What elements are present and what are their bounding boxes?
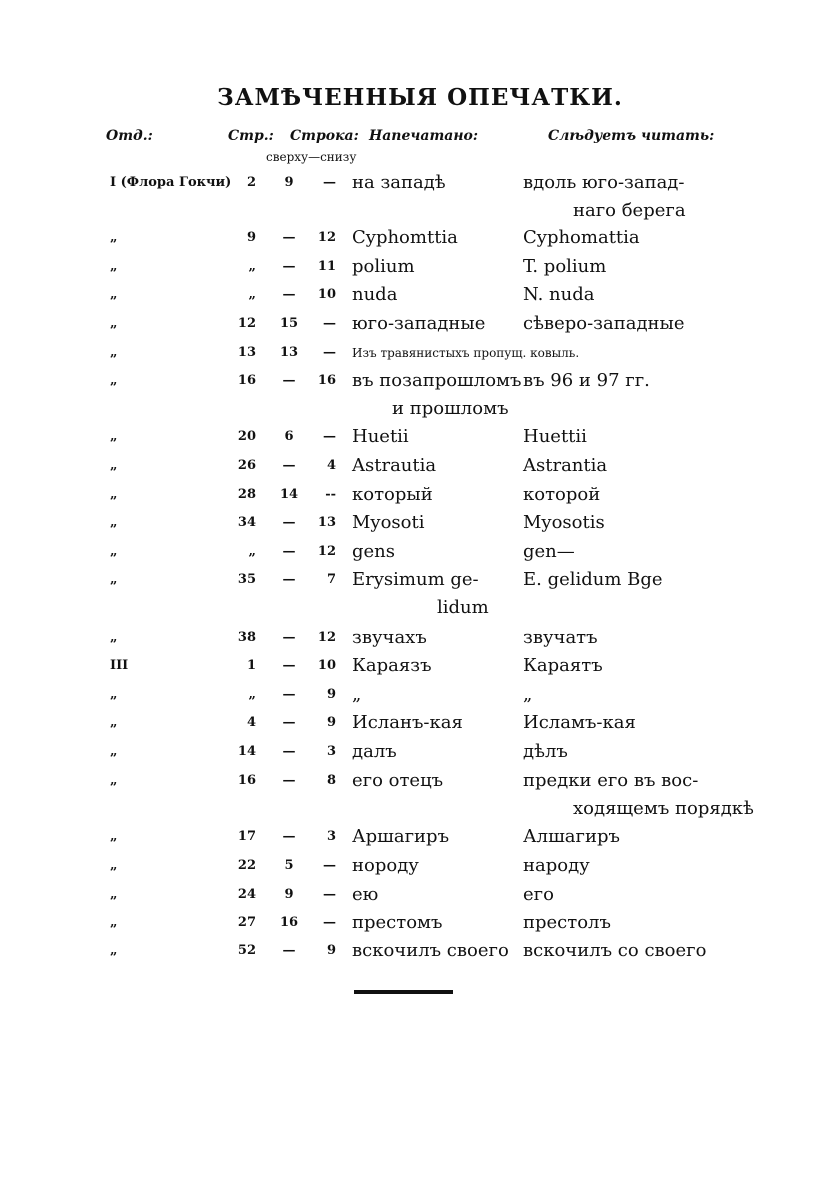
line-from-bottom-cell: 4 — [326, 458, 336, 473]
line-from-top-cell: — — [282, 458, 296, 473]
header-sverhu-snizu: сверху—снизу — [266, 150, 357, 164]
page-cell: 9 — [246, 230, 256, 245]
table-row — [0, 655, 840, 683]
line-from-top-cell: 9 — [284, 887, 294, 902]
page-cell: 34 — [237, 515, 256, 530]
otd-cell: „ — [110, 715, 118, 730]
page-cell: 35 — [237, 572, 256, 587]
line-from-top-cell: — — [282, 658, 296, 673]
otd-cell: „ — [110, 316, 118, 331]
otd-cell: „ — [110, 429, 118, 444]
table-row — [0, 569, 840, 597]
line-from-bottom-cell: 11 — [317, 259, 336, 274]
page-cell: 20 — [237, 429, 256, 444]
line-from-bottom-cell: 9 — [326, 687, 336, 702]
correction-cell: „ — [523, 684, 533, 705]
header-otd: Отд.: — [106, 128, 153, 144]
line-from-top-cell: — — [282, 544, 296, 559]
line-from-top-cell: — — [282, 373, 296, 388]
table-row — [0, 284, 840, 312]
otd-cell: „ — [110, 230, 118, 245]
line-from-bottom-cell: — — [323, 915, 336, 930]
line-from-bottom-cell: 16 — [317, 373, 336, 388]
correction-cell: вдоль юго-запад- — [523, 172, 685, 193]
line-from-bottom-cell: 7 — [326, 572, 336, 587]
table-row — [0, 541, 840, 569]
correction-cell: народу — [523, 855, 590, 876]
otd-cell: „ — [110, 544, 118, 559]
page-cell: 26 — [237, 458, 256, 473]
printed-cell: юго-западные — [352, 313, 486, 334]
correction-cell: Myosotis — [523, 512, 605, 533]
page-cell: „ — [248, 687, 256, 702]
printed-cell: нороду — [352, 855, 419, 876]
table-row — [0, 256, 840, 284]
table-row — [0, 912, 840, 940]
correction-cell: Караятъ — [523, 655, 603, 676]
printed-cell: Cyphomttia — [352, 227, 458, 248]
otd-cell: „ — [110, 515, 118, 530]
table-row — [0, 370, 840, 398]
table-row — [0, 227, 840, 255]
otd-cell: „ — [110, 687, 118, 702]
printed-cell: nuda — [352, 284, 398, 305]
table-row — [0, 940, 840, 968]
line-from-bottom-cell: 8 — [326, 773, 336, 788]
page-cell: 28 — [237, 487, 256, 502]
correction-cell: N. nuda — [523, 284, 595, 305]
line-from-bottom-cell: 12 — [317, 630, 336, 645]
line-from-top-cell: — — [282, 287, 296, 302]
page-cell: 13 — [237, 345, 256, 360]
line-from-bottom-cell: 12 — [317, 230, 336, 245]
table-row — [0, 684, 840, 712]
correction-cell: T. polium — [523, 256, 607, 277]
page-cell: 4 — [246, 715, 256, 730]
page-cell: „ — [248, 544, 256, 559]
correction-cell: Astrantia — [523, 455, 608, 476]
table-row — [0, 712, 840, 740]
printed-cell: въ позапрошломъ — [352, 370, 522, 391]
line-from-bottom-cell: 13 — [317, 515, 336, 530]
line-from-top-cell: 15 — [279, 316, 299, 331]
line-from-bottom-cell: 10 — [317, 658, 336, 673]
line-from-bottom-cell: -- — [325, 487, 336, 502]
printed-continuation: lidum — [437, 597, 489, 618]
page-cell: 22 — [237, 858, 256, 873]
page-cell: 38 — [237, 630, 256, 645]
correction-cell: gen— — [523, 541, 575, 562]
otd-cell: „ — [110, 458, 118, 473]
line-from-top-cell: — — [282, 687, 296, 702]
otd-cell: I (Флора Гокчи) — [110, 175, 232, 190]
printed-cell: который — [352, 484, 433, 505]
printed-cell: Караязъ — [352, 655, 432, 676]
line-from-top-cell: — — [282, 259, 296, 274]
correction-cell: Cyphomattia — [523, 227, 640, 248]
correction-cell: сѣверо-западные — [523, 313, 685, 334]
otd-cell: „ — [110, 287, 118, 302]
table-row — [0, 884, 840, 912]
line-from-top-cell: — — [282, 715, 296, 730]
correction-cell: которой — [523, 484, 601, 505]
page-cell: 2 — [246, 175, 256, 190]
line-from-bottom-cell: 12 — [317, 544, 336, 559]
page-cell: 12 — [237, 316, 256, 331]
correction-cell: Huettii — [523, 426, 587, 447]
line-from-bottom-cell: 9 — [326, 943, 336, 958]
printed-cell: на западѣ — [352, 172, 446, 193]
page-cell: 52 — [237, 943, 256, 958]
table-row — [0, 172, 840, 200]
table-row — [0, 313, 840, 341]
printed-cell: Изъ травянистыхъ пропущ. ковыль. — [352, 346, 580, 360]
table-row — [0, 512, 840, 540]
otd-cell: „ — [110, 487, 118, 502]
line-from-top-cell: — — [282, 943, 296, 958]
table-row — [0, 455, 840, 483]
otd-cell: „ — [110, 259, 118, 274]
correction-cell: предки его въ вос- — [523, 770, 699, 791]
line-from-bottom-cell: — — [323, 858, 336, 873]
line-from-top-cell: — — [282, 829, 296, 844]
correction-cell: въ 96 и 97 гг. — [523, 370, 650, 391]
printed-cell: далъ — [352, 741, 397, 762]
printed-cell: Myosoti — [352, 512, 425, 533]
table-row — [0, 627, 840, 655]
correction-cell: Исламъ-кая — [523, 712, 636, 733]
printed-cell: polium — [352, 256, 415, 277]
page-cell: 24 — [237, 887, 256, 902]
line-from-bottom-cell: — — [323, 887, 336, 902]
line-from-bottom-cell: — — [323, 316, 336, 331]
line-from-top-cell: — — [282, 515, 296, 530]
correction-cell: дѣлъ — [523, 741, 568, 762]
correction-cell: E. gelidum Bge — [523, 569, 663, 590]
line-from-top-cell: 16 — [279, 915, 299, 930]
table-row — [0, 741, 840, 769]
table-row — [0, 426, 840, 454]
page-cell: 27 — [237, 915, 256, 930]
printed-cell: Исланъ-кая — [352, 712, 463, 733]
printed-cell: Erysimum ge- — [352, 569, 479, 590]
correction-continuation: наго берега — [573, 200, 686, 221]
header-stroka: Строка: — [290, 128, 359, 144]
table-row — [0, 342, 840, 370]
printed-cell: Astrautia — [352, 455, 437, 476]
line-from-top-cell: 13 — [279, 345, 299, 360]
printed-cell: Аршагиръ — [352, 826, 450, 847]
page-cell: „ — [248, 259, 256, 274]
printed-cell: „ — [352, 684, 362, 705]
line-from-bottom-cell: — — [323, 175, 336, 190]
otd-cell: „ — [110, 943, 118, 958]
correction-cell: звучатъ — [523, 627, 598, 648]
page-cell: 17 — [237, 829, 256, 844]
closing-rule — [354, 990, 453, 994]
correction-continuation: ходящемъ порядкѣ — [573, 798, 754, 819]
line-from-top-cell: — — [282, 572, 296, 587]
line-from-top-cell: 9 — [284, 175, 294, 190]
line-from-top-cell: — — [282, 630, 296, 645]
table-row — [0, 484, 840, 512]
correction-cell: его — [523, 884, 554, 905]
otd-cell: „ — [110, 829, 118, 844]
otd-cell: „ — [110, 887, 118, 902]
printed-cell: звучахъ — [352, 627, 427, 648]
line-from-bottom-cell: 10 — [317, 287, 336, 302]
page-cell: 16 — [237, 373, 256, 388]
line-from-top-cell: — — [282, 230, 296, 245]
printed-cell: gens — [352, 541, 396, 562]
otd-cell: „ — [110, 744, 118, 759]
otd-cell: „ — [110, 858, 118, 873]
otd-cell: „ — [110, 915, 118, 930]
line-from-top-cell: 6 — [284, 429, 294, 444]
page-cell: 16 — [237, 773, 256, 788]
printed-cell: вскочилъ своего — [352, 940, 509, 961]
printed-continuation: и прошломъ — [392, 398, 509, 419]
line-from-bottom-cell: 3 — [326, 744, 336, 759]
otd-cell: „ — [110, 572, 118, 587]
page-cell: 1 — [246, 658, 256, 673]
line-from-bottom-cell: — — [323, 429, 336, 444]
page-cell: 14 — [237, 744, 256, 759]
otd-cell: „ — [110, 773, 118, 788]
correction-cell: Алшагиръ — [523, 826, 620, 847]
printed-cell: его отецъ — [352, 770, 444, 791]
otd-cell: „ — [110, 373, 118, 388]
printed-cell: Huetii — [352, 426, 409, 447]
line-from-top-cell: — — [282, 744, 296, 759]
page-title: ЗАМѢЧЕННЫЯ ОПЕЧАТКИ. — [217, 84, 623, 111]
printed-cell: престомъ — [352, 912, 443, 933]
header-napechatano: Напечатано: — [369, 128, 479, 144]
printed-cell: ею — [352, 884, 379, 905]
line-from-bottom-cell: 9 — [326, 715, 336, 730]
page-cell: „ — [248, 287, 256, 302]
line-from-bottom-cell: 3 — [326, 829, 336, 844]
line-from-bottom-cell: — — [323, 345, 336, 360]
correction-cell: вскочилъ со своего — [523, 940, 707, 961]
otd-cell: „ — [110, 630, 118, 645]
correction-cell: престолъ — [523, 912, 611, 933]
table-row — [0, 855, 840, 883]
line-from-top-cell: — — [282, 773, 296, 788]
otd-cell: III — [110, 658, 129, 673]
otd-cell: „ — [110, 345, 118, 360]
table-row — [0, 826, 840, 854]
line-from-top-cell: 14 — [279, 487, 299, 502]
header-str: Стр.: — [228, 128, 274, 144]
header-sleduet: Слѣдуетъ читать: — [548, 128, 715, 144]
line-from-top-cell: 5 — [284, 858, 294, 873]
table-row — [0, 770, 840, 798]
